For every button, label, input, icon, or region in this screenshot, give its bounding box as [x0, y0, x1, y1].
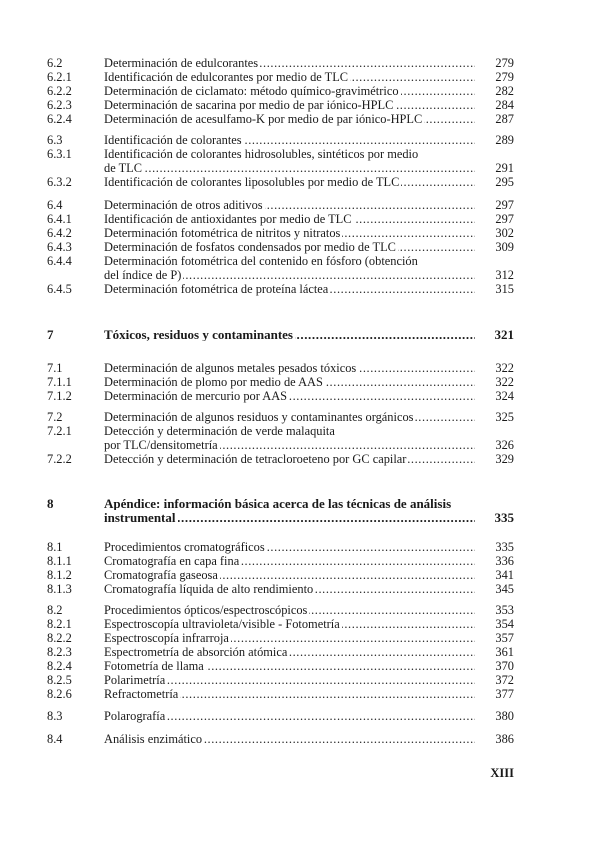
toc-entry-page: 322 — [495, 375, 514, 389]
toc-entry-number: 8.2.2 — [47, 631, 72, 645]
toc-entry-title-text: Detección y determinación de tetracloroeteno por GC capilar — [104, 453, 407, 466]
toc-entry-number: 8.2 — [47, 603, 63, 617]
toc-entry-page: 326 — [495, 438, 514, 452]
toc-entry-page: 377 — [495, 687, 514, 701]
page-folio: XIII — [490, 766, 514, 780]
toc-entry-title-text: Determinación fotométrica de proteína láctea — [104, 283, 329, 296]
toc-entry-title-text: Procedimientos ópticos/espectroscópicos — [104, 604, 308, 617]
toc-entry-page: 291 — [495, 161, 514, 175]
toc-entry-page: 380 — [495, 709, 514, 723]
toc-entry-title-text: Determinación de mercurio por AAS — [104, 390, 288, 403]
toc-entry-title — [104, 674, 475, 687]
toc-entry-title — [104, 453, 475, 466]
toc-entry-number: 6.3.1 — [47, 147, 72, 161]
toc-entry-title-text: Identificación de colorantes liposolubles por medio de TLC — [104, 176, 400, 189]
toc-entry-title — [104, 569, 475, 582]
toc-entry-title-text: Identificación de edulcorantes por medio de TLC — [104, 71, 349, 84]
toc-entry-number: 6.4.4 — [47, 254, 72, 268]
toc-entry-number: 7.2.1 — [47, 424, 72, 438]
toc-entry-page: 295 — [495, 175, 514, 189]
toc-entry-title — [104, 411, 475, 424]
toc-entry-number: 6.4.1 — [47, 212, 72, 226]
toc-entry-title — [104, 632, 475, 645]
toc-entry-page: 279 — [495, 70, 514, 84]
toc-entry-title-text: Determinación de algunos residuos y contaminantes orgánicos — [104, 411, 414, 424]
toc-entry-page: 345 — [495, 582, 514, 596]
toc-entry-title — [104, 376, 475, 389]
toc-entry-title — [104, 176, 475, 189]
toc-entry-number: 8.2.6 — [47, 687, 72, 701]
toc-entry-title — [104, 604, 475, 617]
toc-entry-title — [104, 255, 475, 268]
toc-entry-number: 8.1.2 — [47, 568, 72, 582]
toc-entry-number: 7.2 — [47, 410, 63, 424]
toc-entry-title-text: Determinación fotométrica del contenido en fósforo (obtención — [104, 255, 418, 268]
toc-entry-page: 312 — [495, 268, 514, 282]
toc-entry-title-text: Cromatografía gaseosa — [104, 569, 218, 582]
toc-entry-title-text: Determinación de algunos metales pesados tóxicos — [104, 362, 357, 375]
toc-entry-title-text: Detección y determinación de verde malaquita — [104, 425, 335, 438]
toc-entry-title-text: Determinación de otros aditivos — [104, 199, 263, 212]
toc-entry-number: 6.2.1 — [47, 70, 72, 84]
toc-entry-number: 7.1 — [47, 361, 63, 375]
toc-entry-title — [104, 497, 475, 510]
toc-entry-title — [104, 99, 475, 112]
toc-entry-title-text: Refractometría — [104, 688, 179, 701]
toc-entry-title — [104, 134, 475, 147]
toc-entry-number: 8.2.5 — [47, 673, 72, 687]
toc-entry-title — [104, 227, 475, 240]
toc-entry-title — [104, 733, 475, 746]
toc-entry-title — [104, 148, 475, 161]
toc-entry-title-text: por TLC/densitometría — [104, 439, 218, 452]
toc-entry-title-text: Espectroscopía ultravioleta/visible - Fotometría — [104, 618, 340, 631]
toc-entry-number: 6.2.4 — [47, 112, 72, 126]
toc-entry-page: 297 — [495, 198, 514, 212]
toc-entry-title-text: Determinación de acesulfamo-K por medio de par iónico-HPLC — [104, 113, 423, 126]
toc-entry-number: 8.4 — [47, 732, 63, 746]
toc-entry-page: 336 — [495, 554, 514, 568]
toc-entry-title — [104, 555, 475, 568]
toc-entry-page: 353 — [495, 603, 514, 617]
toc-entry-title-text: Cromatografía en capa fina — [104, 555, 240, 568]
toc-entry-page: 329 — [495, 452, 514, 466]
toc-entry-page: 309 — [495, 240, 514, 254]
toc-entry-number: 6.2.3 — [47, 98, 72, 112]
toc-entry-title-text: Identificación de colorantes hidrosolubles, sintéticos por medio — [104, 148, 419, 161]
toc-entry-title-text: Determinación de fosfatos condensados por medio de TLC — [104, 241, 396, 254]
toc-entry-title-text: Procedimientos cromatográficos — [104, 541, 265, 554]
toc-entry-title-text: Fotometría de llama — [104, 660, 204, 673]
toc-entry-number: 6.2.2 — [47, 84, 72, 98]
toc-entry-page: 341 — [495, 568, 514, 582]
toc-entry-number: 6.4 — [47, 198, 63, 212]
toc-entry-title-text: instrumental — [104, 511, 176, 524]
toc-entry-number: 8.2.1 — [47, 617, 72, 631]
toc-entry-title — [104, 583, 475, 596]
toc-entry-title — [104, 199, 475, 212]
toc-entry-title — [104, 85, 475, 98]
toc-entry-title-text: Espectrometría de absorción atómica — [104, 646, 288, 659]
toc-entry-title — [104, 646, 475, 659]
toc-entry-title — [104, 113, 475, 126]
toc-entry-number: 7.1.1 — [47, 375, 72, 389]
toc-entry-number: 8 — [47, 496, 54, 511]
toc-entry-number: 8.1 — [47, 540, 63, 554]
toc-entry-title-text: del índice de P) — [104, 269, 182, 282]
toc-entry-page: 284 — [495, 98, 514, 112]
toc-entry-page: 357 — [495, 631, 514, 645]
toc-entry-title — [104, 390, 475, 403]
toc-entry-title-text: Determinación de sacarina por medio de par iónico-HPLC — [104, 99, 394, 112]
toc-entry-title — [104, 283, 475, 296]
toc-entry-page: 279 — [495, 56, 514, 70]
toc-entry-page: 386 — [495, 732, 514, 746]
toc-entry-title-text: Determinación de ciclamato: método químico-gravimétrico — [104, 85, 399, 98]
toc-entry-page: 361 — [495, 645, 514, 659]
toc-entry-number: 8.1.1 — [47, 554, 72, 568]
toc-entry-page: 289 — [495, 133, 514, 147]
toc-entry-number: 6.4.5 — [47, 282, 72, 296]
toc-entry-title — [104, 213, 475, 226]
toc-entry-page: 282 — [495, 84, 514, 98]
toc-entry-title-text: Análisis enzimático — [104, 733, 203, 746]
toc-entry-title — [104, 162, 475, 175]
toc-entry-number: 8.1.3 — [47, 582, 72, 596]
toc-entry-number: 6.3.2 — [47, 175, 72, 189]
toc-entry-title-text: Espectroscopía infrarroja — [104, 632, 229, 645]
toc-entry-title — [104, 57, 475, 70]
toc-entry-title — [104, 688, 475, 701]
toc-entry-title-text: Polarografía — [104, 710, 166, 723]
toc-entry-page: 321 — [494, 327, 514, 342]
toc-entry-page: 335 — [494, 510, 514, 525]
toc-entry-number: 6.3 — [47, 133, 63, 147]
toc-entry-title — [104, 541, 475, 554]
toc-entry-title — [104, 618, 475, 631]
toc-entry-number: 6.4.3 — [47, 240, 72, 254]
toc-entry-title — [104, 269, 475, 282]
toc-entry-number: 7 — [47, 327, 54, 342]
toc-entry-page: 335 — [495, 540, 514, 554]
toc-entry-page: 322 — [495, 361, 514, 375]
toc-entry-title — [104, 660, 475, 673]
toc-entry-page: 302 — [495, 226, 514, 240]
toc-entry-page: 297 — [495, 212, 514, 226]
toc-entry-title-text: de TLC — [104, 162, 142, 175]
toc-entry-page: 325 — [495, 410, 514, 424]
toc-entry-title — [104, 241, 475, 254]
toc-entry-title-text: Apéndice: información básica acerca de las técnicas de análisis — [104, 497, 452, 510]
toc-entry-title — [104, 425, 475, 438]
toc-entry-page: 370 — [495, 659, 514, 673]
toc-entry-title — [104, 328, 475, 341]
toc-entry-number: 6.2 — [47, 56, 63, 70]
toc-entry-title — [104, 71, 475, 84]
toc-entry-page: 324 — [495, 389, 514, 403]
toc-entry-number: 7.1.2 — [47, 389, 72, 403]
toc-entry-title-text: Identificación de antioxidantes por medio de TLC — [104, 213, 352, 226]
toc-entry-title-text: Cromatografía líquida de alto rendimiento — [104, 583, 314, 596]
toc-entry-number: 6.4.2 — [47, 226, 72, 240]
toc-entry-page: 354 — [495, 617, 514, 631]
toc-entry-page: 287 — [495, 112, 514, 126]
toc-entry-number: 8.2.4 — [47, 659, 72, 673]
toc-entry-title-text: Determinación de plomo por medio de AAS — [104, 376, 323, 389]
toc-entry-title — [104, 439, 475, 452]
toc-entry-page: 372 — [495, 673, 514, 687]
toc-entry-title-text: Polarimetría — [104, 674, 166, 687]
toc-entry-title-text: Identificación de colorantes — [104, 134, 242, 147]
toc-entry-number: 8.3 — [47, 709, 63, 723]
toc-entry-title-text: Tóxicos, residuos y contaminantes — [104, 328, 293, 341]
toc-entry-title-text: Determinación de edulcorantes — [104, 57, 259, 70]
toc-entry-title — [104, 511, 475, 524]
toc-entry-title — [104, 362, 475, 375]
toc-entry-number: 7.2.2 — [47, 452, 72, 466]
toc-entry-page: 315 — [495, 282, 514, 296]
toc-entry-title-text: Determinación fotométrica de nitritos y nitratos — [104, 227, 341, 240]
toc-entry-number: 8.2.3 — [47, 645, 72, 659]
toc-entry-title — [104, 710, 475, 723]
